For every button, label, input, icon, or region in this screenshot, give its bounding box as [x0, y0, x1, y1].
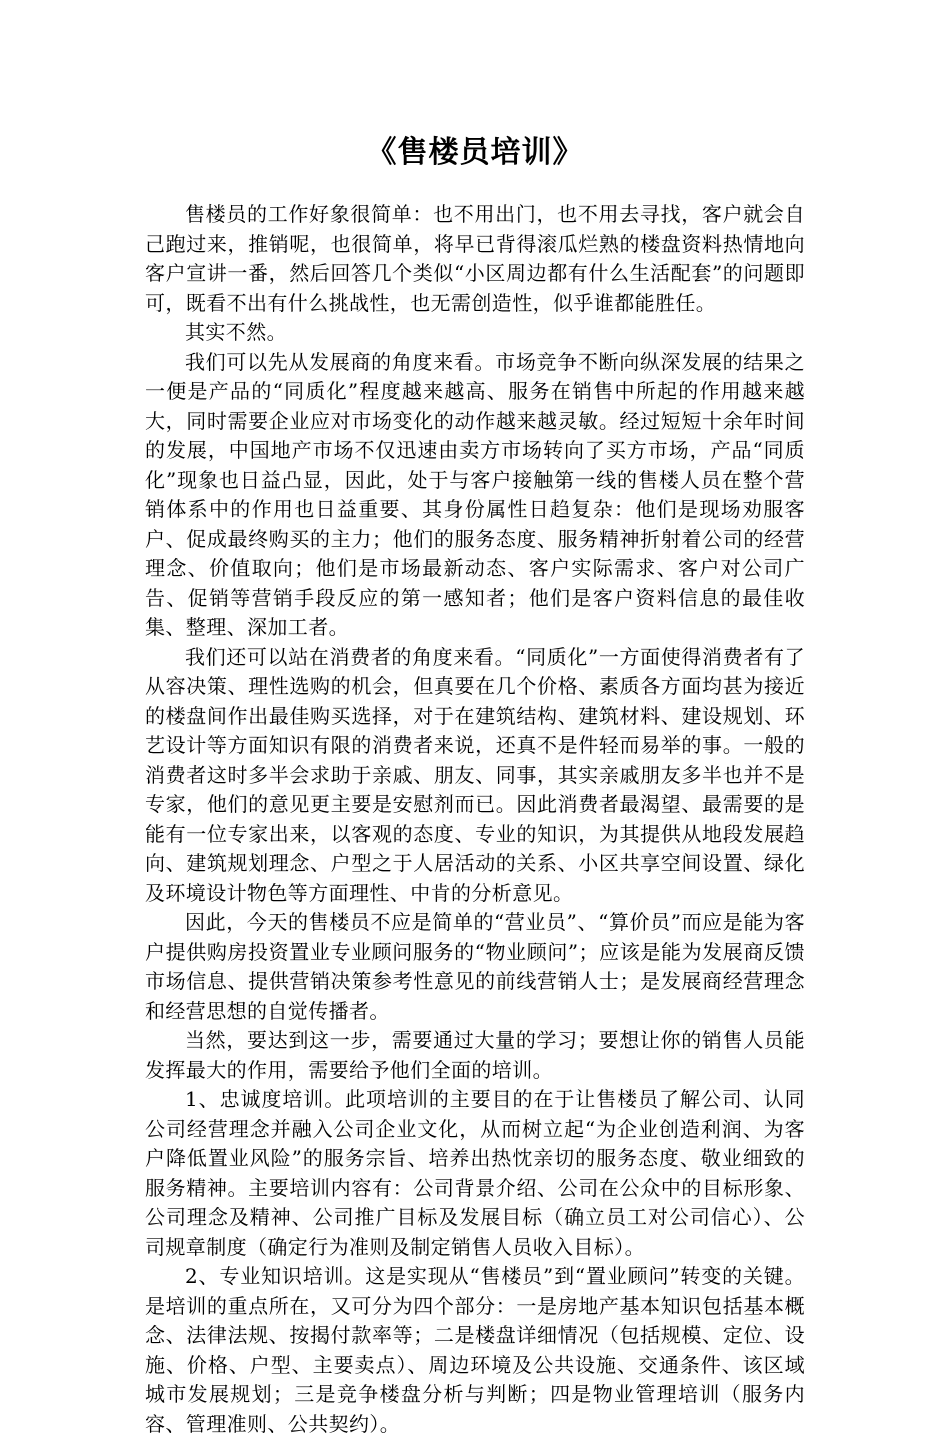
paragraph-loyalty-training: 1、忠诚度培训。此项培训的主要目的在于让售楼员了解公司、认同公司经营理念并融入公司企业文化，从而树立起“为企业创造利润、为客户降低置业风险”的服务宗旨、培养出热忱亲切的服务态度、敬业细致的服务精神。主要培训内容有：公司背景介绍、公司在公众中的目标形象、公司理念及精神、公司推广目标及发展目标（确立员工对公司信心）、公司规章制度（确定行为准则及制定销售人员收入目标）。 — [145, 1087, 805, 1259]
document-body — [145, 200, 805, 1439]
paragraph-intro: 售楼员的工作好象很简单：也不用出门，也不用去寻找，客户就会自己跑过来，推销呢，也很简单，将早已背得滚瓜烂熟的楼盘资料热情地向客户宣讲一番，然后回答几个类似“小区周边都有什么生活配套”的问题即可，既看不出有什么挑战性，也无需创造性，似乎谁都能胜任。 — [145, 202, 805, 315]
paragraph-however: 其实不然。 — [185, 320, 287, 344]
paragraph-role: 因此，今天的售楼员不应是简单的“营业员”、“算价员”而应是能为客户提供购房投资置业专业顾问服务的“物业顾问”；应该是能为发展商反馈市场信息、提供营销决策参考性意见的前线营销人士；是发展商经营理念和经营思想的自觉传播者。 — [145, 910, 805, 1023]
document-title: 《售楼员培训》 — [366, 135, 584, 170]
paragraph-developer-view: 我们可以先从发展商的角度来看。市场竞争不断向纵深发展的结果之一便是产品的“同质化”程度越来越高、服务在销售中所起的作用越来越大，同时需要企业应对市场变化的动作越来越灵敏。经过短短十余年时间的发展，中国地产市场不仅迅速由卖方市场转向了买方市场，产品“同质化”现象也日益凸显，因此，处于与客户接触第一线的售楼人员在整个营销体系中的作用也日益重要、其身份属性日趋复杂：他们是现场劝服客户、促成最终购买的主力；他们的服务态度、服务精神折射着公司的经营理念、价值取向；他们是市场最新动态、客户实际需求、客户对公司广告、促销等营销手段反应的第一感知者；他们是客户资料信息的最佳收集、整理、深加工者。 — [145, 349, 805, 639]
paragraph-knowledge-training: 2、专业知识培训。这是实现从“售楼员”到“置业顾问”转变的关键。是培训的重点所在，又可分为四个部分：一是房地产基本知识包括基本概念、法律法规、按揭付款率等；二是楼盘详细情况（包括规模、定位、设施、价格、户型、主要卖点）、周边环境及公共设施、交通条件、该区域城市发展规划；三是竞争楼盘分析与判断；四是物业管理培训（服务内容、管理准则、公共契约）。 — [145, 1264, 805, 1436]
paragraph-training-need: 当然，要达到这一步，需要通过大量的学习；要想让你的销售人员能发挥最大的作用，需要给予他们全面的培训。 — [145, 1028, 805, 1082]
paragraph-consumer-view: 我们还可以站在消费者的角度来看。“同质化”一方面使得消费者有了从容决策、理性选购的机会，但真要在几个价格、素质各方面均甚为接近的楼盘间作出最佳购买选择，对于在建筑结构、建筑材料、建设规划、环艺设计等方面知识有限的消费者来说，还真不是件轻而易举的事。一般的消费者这时多半会求助于亲戚、朋友、同事，其实亲戚朋友多半也并不是专家，他们的意见更主要是安慰剂而已。因此消费者最渴望、最需要的是能有一位专家出来，以客观的态度、专业的知识，为其提供从地段发展趋向、建筑规划理念、户型之于人居活动的关系、小区共享空间设置、绿化及环境设计物色等方面理性、中肯的分析意见。 — [145, 644, 805, 905]
